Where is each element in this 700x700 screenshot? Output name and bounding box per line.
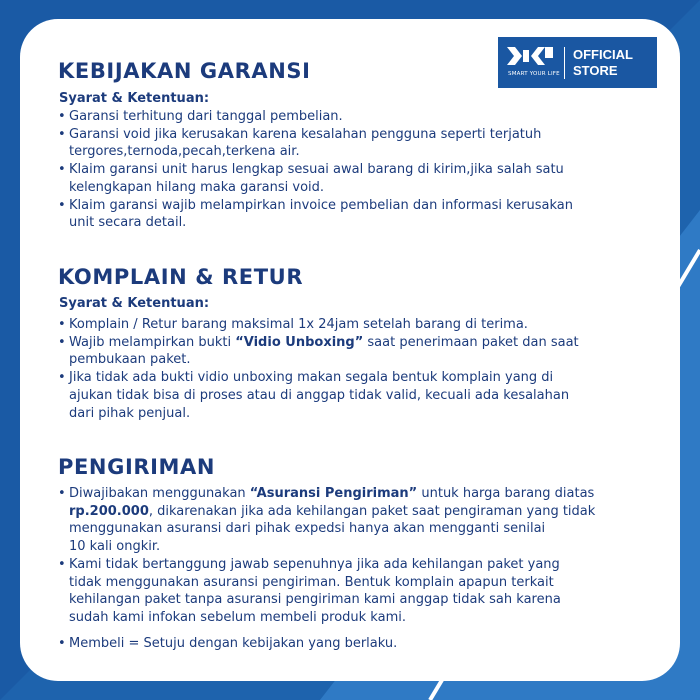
list-item: • Jika tidak ada bukti vidio unboxing makan segala bentuk komplain yang di ajukan tidak bisa di proses atau di anggap tidak valid, kecuali ada kesalahan dari pihak penjual. [58, 369, 579, 422]
list-item: • Kami tidak bertanggung jawab sepenuhnya jika ada kehilangan paket yang tidak menggunakan asuransi pengiriman. Bentuk komplain apapun terkait kehilangan paket tanpa asuransi pengiriman kami anggap tidak sah karena sudah kami infokan sebelum membeli produk kami. [58, 556, 595, 627]
brand-logo-icon [507, 47, 553, 69]
section-subtitle: Syarat & Ketentuan: [59, 296, 210, 311]
section-title-shipping: PENGIRIMAN [58, 455, 216, 479]
warranty-list [58, 108, 573, 232]
list-item: • Klaim garansi unit harus lengkap sesuai awal barang di kirim,jika salah satu kelengkapan hilang maka garansi void. [58, 161, 573, 196]
brand-tagline: SMART YOUR LIFE [508, 71, 560, 77]
list-item: • Wajib melampirkan bukti “Vidio Unboxing” saat penerimaan paket dan saat pembukaan paket. [58, 334, 579, 369]
list-item: • Komplain / Retur barang maksimal 1x 24jam setelah barang di terima. [58, 316, 579, 334]
shipping-list [58, 485, 595, 652]
list-item: • Membeli = Setuju dengan kebijakan yang berlaku. [58, 635, 595, 653]
section-title-complaint: KOMPLAIN & RETUR [58, 265, 304, 289]
official-store-badge [498, 37, 657, 88]
section-subtitle: Syarat & Ketentuan: [59, 91, 210, 106]
list-item: • Diwajibakan menggunakan “Asuransi Pengiriman” untuk harga barang diatas rp.200.000, dikarenakan jika ada kehilangan paket saat pengiraman yang tidak menggunakan asuransi dari pihak expedsi hanya akan mengganti senilai 10 kali ongkir. [58, 485, 595, 556]
list-item: • Garansi terhitung dari tanggal pembelian. [58, 108, 573, 126]
list-item: • Klaim garansi wajib melampirkan invoice pembelian dan informasi kerusakan unit secara detail. [58, 197, 573, 232]
badge-text: OFFICIAL STORE [573, 47, 633, 78]
complaint-list [58, 316, 579, 422]
list-item: • Garansi void jika kerusakan karena kesalahan pengguna seperti terjatuh tergores,ternoda,pecah,terkena air. [58, 126, 573, 161]
section-title-warranty: KEBIJAKAN GARANSI [58, 59, 311, 83]
badge-divider [564, 47, 565, 79]
